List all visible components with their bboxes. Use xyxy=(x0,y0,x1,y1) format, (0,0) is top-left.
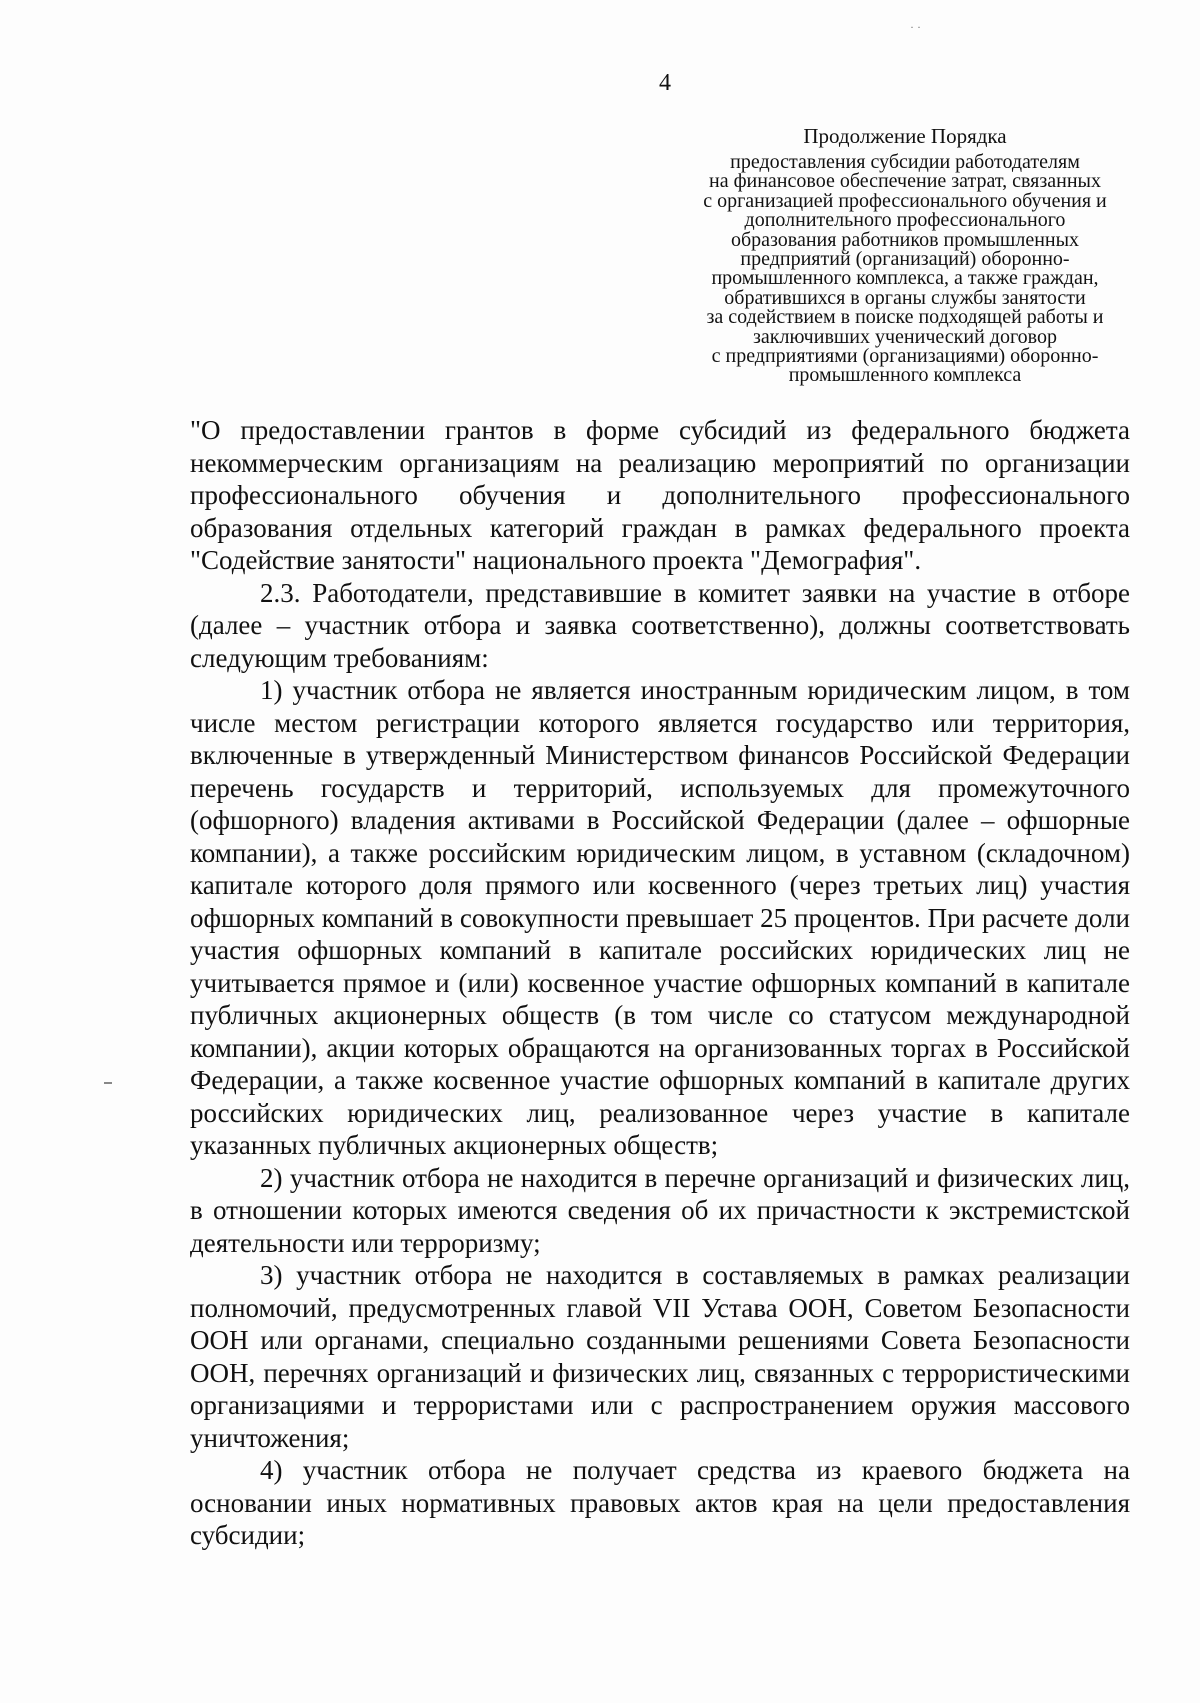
appendix-header-line: предприятий (организаций) оборонно- xyxy=(740,248,1070,271)
appendix-header-line: дополнительного профессионального xyxy=(744,209,1066,232)
appendix-header xyxy=(650,125,1160,386)
scan-specks: · · xyxy=(910,20,921,34)
appendix-header-line: образования работников промышленных xyxy=(730,228,1080,251)
document-body xyxy=(190,414,1130,1552)
appendix-header-line: промышленного комплекса xyxy=(788,364,1022,387)
appendix-header-line: за содействием в поиске подходящей работы и xyxy=(706,306,1104,329)
appendix-header-line: обратившихся в органы службы занятости xyxy=(724,286,1086,309)
paragraph-continuation: "О предоставлении грантов в форме субсидий из федерального бюджета некоммерческим организациям на реализацию мероприятий по организации профессионального обучения и дополнительного профессионального образования отдельных категорий граждан в рамках федерального проекта "Содействие занятости" национального проекта "Демография". xyxy=(190,415,1130,575)
appendix-header-line: заключивших ученический договор xyxy=(753,325,1057,348)
appendix-header-line: с предприятиями (организациями) оборонно- xyxy=(711,345,1099,368)
margin-mark xyxy=(104,1082,112,1084)
page-number: 4 xyxy=(659,70,671,96)
paragraph-item-3: 3) участник отбора не находится в составляемых в рамках реализации полномочий, предусмотренных главой VII Устава ООН, Советом Безопасности ООН или органами, специально созданными решениями Совета Безопасности ООН, перечнях организаций и физических лиц, связанных с террористическими организациями и террористами или с распространением оружия массового уничтожения; xyxy=(190,1260,1130,1453)
appendix-header-title: Продолжение Порядка xyxy=(803,124,1007,148)
paragraph-item-1: 1) участник отбора не является иностранным юридическим лицом, в том числе местом регистрации которого является государство или территория, включенные в утвержденный Министерством финансов Российской Федерации перечень государств и территорий, используемых для промежуточного (офшорного) владения активами в Российской Федерации (далее – офшорные компании), а также российским юридическим лицом, в уставном (складочном) капитале которого доля прямого или косвенного (через третьих лиц) участия офшорных компаний в совокупности превышает 25 процентов. При расчете доли участия офшорных компаний в капитале российских юридических лиц не учитывается прямое и (или) косвенное участие офшорных компаний в капитале публичных акционерных обществ (в том числе со статусом международной компании), акции которых обращаются на организованных торгах в Российской Федерации, а также косвенное участие офшорных компаний в капитале других российских юридических лиц, реализованное через участие в капитале указанных публичных акционерных обществ; xyxy=(190,675,1130,1160)
paragraph-item-4: 4) участник отбора не получает средства из краевого бюджета на основании иных нормативных правовых актов края на цели предоставления субсидии; xyxy=(190,1455,1130,1550)
appendix-header-line: предоставления субсидии работодателям xyxy=(730,151,1080,173)
appendix-header-line: промышленного комплекса, а также граждан, xyxy=(711,267,1099,290)
paragraph-item-2: 2) участник отбора не находится в перечне организаций и физических лиц, в отношении которых имеются сведения об их причастности к экстремистской деятельности или терроризму; xyxy=(190,1162,1130,1258)
paragraph-2-3: 2.3. Работодатели, представившие в комитет заявки на участие в отборе (далее – участник отбора и заявка соответственно), должны соответствовать следующим требованиям: xyxy=(190,577,1130,673)
appendix-header-line: на финансовое обеспечение затрат, связанных xyxy=(708,170,1101,193)
appendix-header-line: с организацией профессионального обучения и xyxy=(703,189,1107,212)
